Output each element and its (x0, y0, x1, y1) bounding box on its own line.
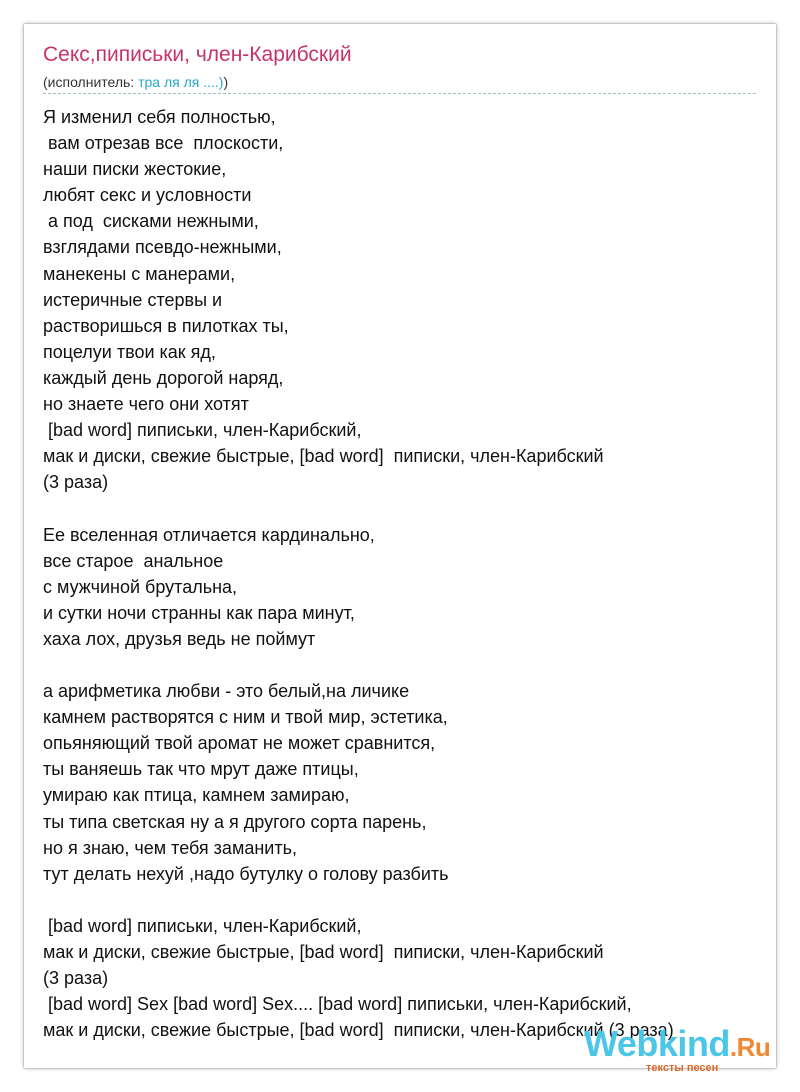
divider (43, 93, 756, 94)
lyrics-blank-line (43, 495, 773, 521)
lyrics-line: и сутки ночи странны как пара минут, (43, 602, 355, 623)
lyrics-line: поцелуи твои как яд, (43, 341, 216, 362)
artist-suffix: ) (223, 74, 229, 90)
brand-name: Webkind (584, 1023, 730, 1064)
brand-tagline: тексты песен (646, 1062, 719, 1074)
lyrics-line: хаха лох, друзья ведь не поймут (43, 628, 316, 649)
artist-line (43, 74, 228, 90)
lyrics-body (43, 104, 773, 1043)
lyrics-line: каждый день дорогой наряд, (43, 367, 284, 388)
lyrics-line: взглядами псевдо-нежными, (43, 237, 282, 258)
lyrics-line: [bad word] Sex [bad word] Sex.... [bad word] пиписьки, член-Карибский, (43, 994, 632, 1015)
lyrics-line: с мужчиной брутальна, (43, 576, 238, 597)
brand-logo[interactable] (584, 1024, 774, 1074)
lyrics-line: манекены с манерами, (43, 263, 236, 284)
lyrics-line: мак и диски, свежие быстрые, [bad word] пиписки, член-Карибский (43, 942, 604, 962)
lyrics-line: растворишься в пилотках ты, (43, 315, 289, 336)
lyrics-line: тут делать нехуй ,надо бутулку о голову разбить (43, 863, 449, 884)
lyrics-line: а под сисками нежными, (43, 211, 259, 232)
artist-link[interactable]: тра ля ля ....) (138, 74, 224, 90)
lyrics-line: мак и диски, свежие быстрые, [bad word] пиписки, член-Карибский (3 раза) (43, 1020, 674, 1041)
lyrics-blank-line (43, 887, 773, 913)
lyrics-blank-line (43, 652, 773, 678)
lyrics-line: но знаете чего они хотят (43, 394, 249, 415)
lyrics-line: но я знаю, чем тебя заманить, (43, 837, 297, 858)
lyrics-line: (3 раза) (43, 472, 109, 493)
lyrics-line: камнем растворятся с ним и твой мир, эстетика, (43, 707, 448, 728)
lyrics-line: вам отрезав все плоскости, (43, 133, 284, 154)
lyrics-line: умираю как птица, камнем замираю, (43, 785, 350, 806)
lyrics-line: (3 раза) (43, 968, 109, 989)
lyrics-line: наши писки жестокие, (43, 159, 227, 180)
lyrics-line: все старое анальное (43, 550, 224, 571)
brand-tld: .Ru (729, 1032, 771, 1062)
brand-wordmark (584, 1024, 770, 1067)
song-title: Секс,пиписьки, член-Карибский (43, 43, 352, 66)
lyrics-line: Я изменил себя полностью, (43, 107, 276, 127)
lyrics-line: истеричные стервы и (43, 289, 223, 310)
lyrics-line: любят секс и условности (43, 185, 252, 206)
lyrics-line: ты ваняешь так что мрут даже птицы, (43, 759, 359, 780)
artist-prefix: (исполнитель: (43, 74, 139, 90)
lyrics-line: ты типа светская ну а я другого сорта парень, (43, 811, 427, 832)
lyrics-line: [bad word] пиписьки, член-Карибский, (43, 915, 362, 936)
lyrics-line: [bad word] пиписьки, член-Карибский, (43, 420, 362, 441)
lyrics-line: мак и диски, свежие быстрые, [bad word] пиписки, член-Карибский (43, 446, 604, 467)
lyrics-line: а арифметика любви - это белый,на личике (43, 681, 410, 702)
lyrics-line: опьяняющий твой аромат не может сравнится, (43, 733, 436, 754)
lyrics-line: Ее вселенная отличается кардинально, (43, 524, 375, 545)
